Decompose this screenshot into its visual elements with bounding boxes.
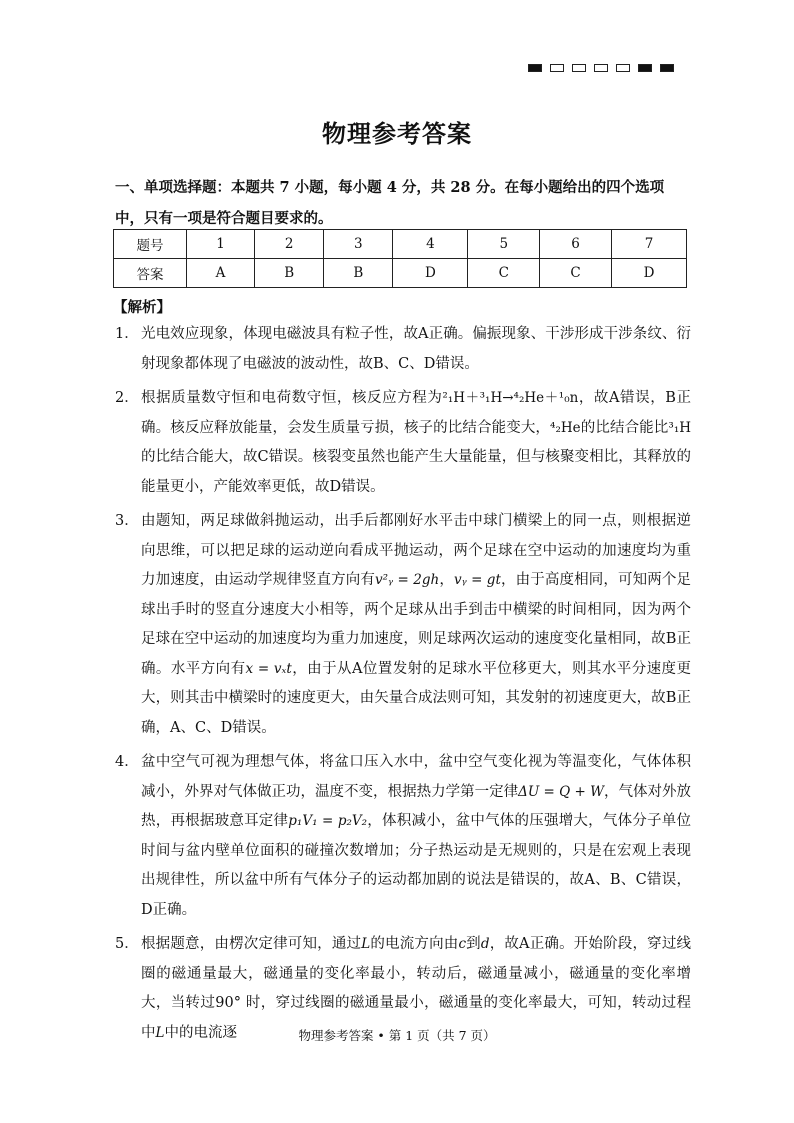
item-number: 1． [115, 326, 139, 342]
item-number: 3． [115, 513, 139, 529]
header-marks [528, 64, 674, 72]
table-row-answers [114, 259, 687, 288]
item-number: 2． [115, 390, 139, 406]
item-text: ，故A正确。开始阶段，穿过线圈的磁通量最大，磁通量的变化率最小，转动后，磁通量减小，磁通量的变化率增大，当转过90° 时，穿过线圈的磁通量最小，磁通量的变化率最大，可知，转动过程中 [141, 936, 692, 1041]
formula-vy-squared: v²ᵧ = 2gh [375, 572, 440, 588]
page-title: 物理参考答案 [322, 119, 472, 148]
table-cell: 4 [393, 230, 468, 259]
analysis-item-2 [115, 384, 691, 502]
table-cell: B [255, 259, 324, 288]
item-text: ，故A错误，B正确。核反应释放能量，会发生质量亏损，核子的比结合能变大， [141, 390, 691, 436]
item-text: 中的电流逐 [164, 1024, 237, 1041]
formula-first-law: ΔU = Q + W [518, 783, 604, 800]
header-mark-empty [594, 64, 608, 72]
item-text: ，由于高度相同，可知两个足球出手时的竖直分速度大小相等，两个足球从出手到击中横梁的时间相同，因为两个足球在空中运动的加速度均为重力加速度，则足球两次运动的速度变化量相同，故B正确。水平方向有 [141, 572, 691, 677]
table-cell: C [468, 259, 540, 288]
table-cell: 3 [324, 230, 393, 259]
formula-x: x = vₓt [245, 660, 292, 677]
symbol-L: L [361, 936, 371, 952]
helium-symbol: ⁴₂He [550, 419, 581, 436]
table-cell: B [324, 259, 393, 288]
header-mark-filled [638, 64, 652, 72]
table-cell: 1 [187, 230, 255, 259]
table-cell: A [187, 259, 255, 288]
item-text: 根据质量数守恒和电荷数守恒，核反应方程为 [141, 390, 443, 406]
table-row-label: 答案 [114, 259, 187, 288]
symbol-L: L [155, 1024, 165, 1041]
table-cell: 5 [468, 230, 540, 259]
page-footer: 物理参考答案 • 第 1 页（共 7 页） [298, 1028, 496, 1043]
item-text: 的电流方向由 [370, 936, 459, 952]
item-text: 盆中空气可视为理想气体，将盆口压入水中，盆中空气变化视为等温变化，气体体积减小，外界对气体做正功，温度不变，根据热力学第一定律 [141, 754, 691, 800]
header-mark-empty [572, 64, 586, 72]
analysis-label: 【解析】 [113, 299, 171, 316]
table-row-label: 题号 [114, 230, 187, 259]
header-mark-filled [528, 64, 542, 72]
table-cell: C [540, 259, 612, 288]
item-text: 的比结合能比 [580, 419, 669, 436]
table-cell: 7 [612, 230, 687, 259]
header-mark-empty [616, 64, 630, 72]
item-text: ，体积减小，盆中气体的压强增大，气体分子单位时间与盆内壁单位面积的碰撞次数增加；分子热运动是无规则的，只是在宏观上表现出规律性，所以盆中所有气体分子的运动都加剧的说法是错误的，故A、B、C错误，D正确。 [141, 813, 692, 918]
item-text: 的比结合能大，故C错误。核裂变虽然也能产生大量能量，但与核聚变相比，其释放的能量更小，产能效率更低，故D错误。 [141, 449, 691, 495]
formula-vy: vᵧ = gt [453, 572, 501, 588]
table-cell: D [612, 259, 687, 288]
table-cell: 2 [255, 230, 324, 259]
item-text: 由题知，两足球做斜抛运动，出手后都刚好水平击中球门横梁上的同一点，则根据逆向思维，可以把足球的运动逆向看成平抛运动，两个足球在空中运动的加速度均为重力加速度，由运动学规律竖直方向有 [141, 513, 691, 588]
header-mark-empty [550, 64, 564, 72]
analysis-item-3 [115, 507, 691, 743]
item-text: 光电效应现象，体现电磁波具有粒子性，故A正确。偏振现象、干涉形成干涉条纹、衍射现象都体现了电磁波的波动性，故B、C、D错误。 [141, 326, 691, 372]
symbol-d: d [480, 936, 490, 952]
header-mark-filled [660, 64, 674, 72]
analysis-list [115, 320, 691, 1053]
item-number: 4． [115, 754, 139, 770]
answer-table [113, 229, 687, 288]
tritium-symbol: ³₁H [668, 419, 692, 436]
item-text: 根据题意，由楞次定律可知，通过 [141, 936, 362, 952]
item-text: ， [439, 572, 454, 588]
table-cell: 6 [540, 230, 612, 259]
nuclear-equation: ²₁H＋³₁H→⁴₂He＋¹₀n [442, 390, 579, 406]
item-text: ，气体对外放热，再根据玻意耳定律 [141, 783, 692, 829]
table-row-numbers [114, 230, 687, 259]
item-text: ，由于从A位置发射的足球水平位移更大，则其水平分速度更大，则其击中横梁时的速度更大，由矢量合成法则可知，其发射的初速度更大，故B正确，A、C、D错误。 [141, 660, 691, 736]
symbol-c: c [458, 936, 466, 952]
analysis-item-1 [115, 320, 691, 379]
formula-boyle: p₁V₁ = p₂V₂ [288, 813, 368, 829]
analysis-item-4 [115, 748, 691, 925]
section-heading: 一、单项选择题：本题共 7 小题，每小题 4 分，共 28 分。在每小题给出的四个选项中，只有一项是符合题目要求的。 [115, 179, 665, 227]
item-text: 到 [466, 936, 481, 952]
item-number: 5． [115, 936, 139, 952]
table-cell: D [393, 259, 468, 288]
